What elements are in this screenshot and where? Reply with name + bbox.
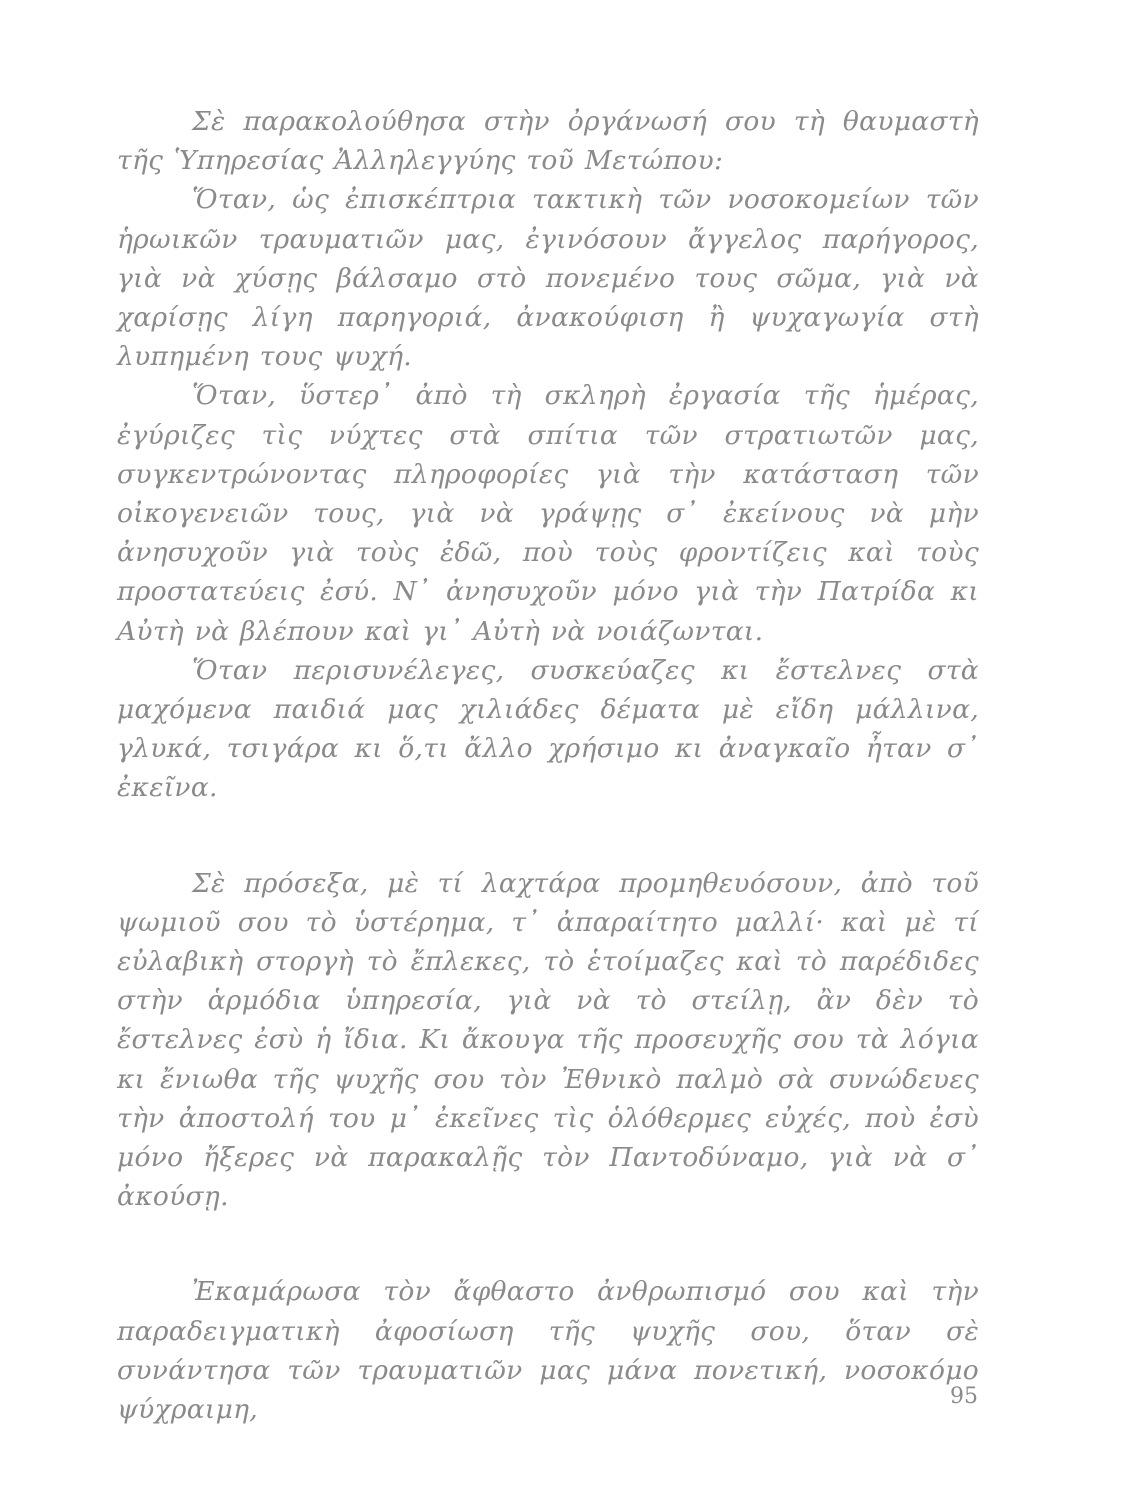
paragraph-night-visits: Ὅταν, ὕστερ᾽ ἀπὸ τὴ σκληρὴ ἐργασία τῆς ἡμέρας, ἐγύριζες τὶς νύχτες στὰ σπίτια τῶν στρατιωτῶν μας, συγκεντρώνοντας πληροφορίες γιὰ τὴν κατάσταση τῶν οἰκογενειῶν τους, γιὰ νὰ γράψῃς σ᾽ ἐκείνους νὰ μὴν ἀνησυχοῦν γιὰ τοὺς ἐδῶ, ποὺ τοὺς φροντίζεις καὶ τοὺς προστατεύεις ἐσύ. Ν᾽ ἀνησυχοῦν μόνο γιὰ τὴν Πατρίδα κι Αὐτὴ νὰ βλέπουν καὶ γι᾽ Αὐτὴ νὰ νοιάζωνται. [117,380,979,647]
page-number: 95 [950,1384,978,1409]
section-gap [117,1216,979,1272]
paragraph-parcels: Ὅταν περισυνέλεγες, συσκεύαζες κι ἔστελνες στὰ μαχόμενα παιδιά μας χιλιάδες δέματα μὲ εἴδη μάλλινα, γλυκά, τσιγάρα κι ὅ,τι ἄλλο χρήσιμο κι ἀναγκαῖο ἦταν σ᾽ ἐκεῖνα. [117,654,979,804]
paragraph-knitting: Σὲ πρόσεξα, μὲ τί λαχτάρα προμηθευόσουν, ἀπὸ τοῦ ψωμιοῦ σου τὸ ὑστέρημα, τ᾽ ἀπαραίτητο μαλλί· καὶ μὲ τί εὐλαβικὴ στοργὴ τὸ ἔπλεκες, τὸ ἑτοίμαζες καὶ τὸ παρέδιδες στὴν ἁρμόδια ὑπηρεσία, γιὰ νὰ τὸ στείλῃ, ἂν δὲν τὸ ἔστελνες ἐσὺ ἡ ἴδια. Κι ἄκουγα τῆς προσευχῆς σου τὰ λόγια κι ἔνιωθα τῆς ψυχῆς σου τὸν Ἐθνικὸ παλμὸ σὰ συνώδευες τὴν ἀποστολή του μ᾽ ἐκεῖνες τὶς ὁλόθερμες εὐχές, ποὺ ἐσὺ μόνο ἤξερες νὰ παρακαλῇς τὸν Παντοδύναμο, γιὰ νὰ σ᾽ ἀκούσῃ. [117,867,979,1213]
body-text [117,102,979,1429]
paragraph-intro: Σὲ παρακολούθησα στὴν ὀργάνωσή σου τὴ θαυμαστὴ τῆς Ὑπηρεσίας Ἀλληλεγγύης τοῦ Μετώπου: [117,106,979,177]
paragraph-admiration: Ἐκαμάρωσα τὸν ἄφθαστο ἀνθρωπισμό σου καὶ τὴν παραδειγματικὴ ἀφοσίωση τῆς ψυχῆς σου, ὅταν σὲ συνάντησα τῶν τραυματιῶν μας μάνα πονετική, νοσοκόμο ψύχραιμη, [117,1276,979,1426]
section-gap [117,808,979,864]
paragraph-hospital-visits: Ὅταν, ὡς ἐπισκέπτρια τακτικὴ τῶν νοσοκομείων τῶν ἡρωικῶν τραυματιῶν μας, ἐγινόσουν ἄγγελος παρήγορος, γιὰ νὰ χύσῃς βάλσαμο στὸ πονεμένο τους σῶμα, γιὰ νὰ χαρίσῃς λίγη παρηγοριά, ἀνακούφιση ἢ ψυχαγωγία στὴ λυπημένη τους ψυχή. [117,184,979,373]
